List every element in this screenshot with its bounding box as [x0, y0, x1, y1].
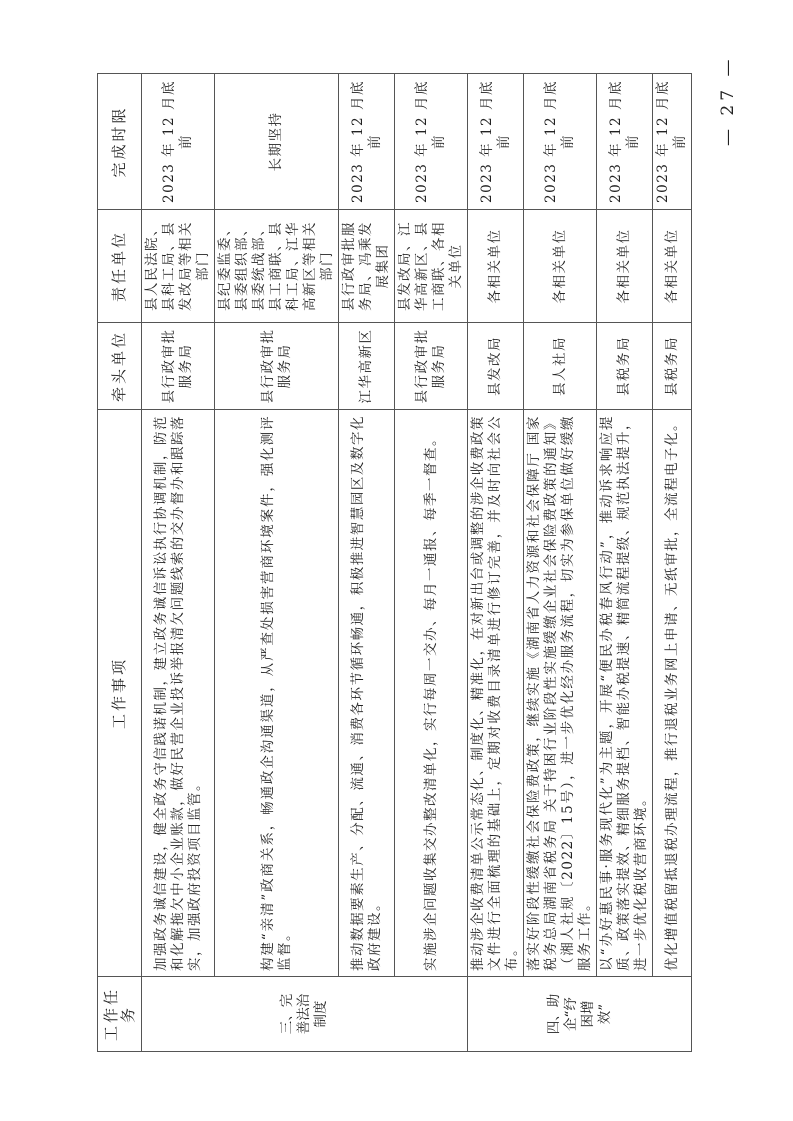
table-row — [597, 74, 653, 1052]
lead-cell: 县人社局 — [524, 323, 597, 410]
table-row — [395, 74, 468, 1052]
page-number: — 27 — — [718, 55, 738, 146]
deadline-cell: 2023 年 12 月底前 — [524, 74, 597, 210]
table-row — [653, 74, 692, 1052]
lead-cell: 县税务局 — [597, 323, 653, 410]
deadline-cell: 2023 年 12 月底前 — [339, 74, 395, 210]
resp-cell: 县纪委监委、县委组织部、县委统战部、县工商联、县科工局、江华高新区等相关部门 — [215, 210, 339, 323]
header-task: 工作任务 — [98, 977, 142, 1052]
resp-cell: 各相关单位 — [524, 210, 597, 323]
table-row — [215, 74, 339, 1052]
resp-cell: 各相关单位 — [597, 210, 653, 323]
deadline-cell: 长期坚持 — [215, 74, 339, 210]
item-cell: 实施涉企问题收集交办整改清单化，实行每周一交办、每月一通报、每季一督查。 — [395, 410, 468, 977]
lead-cell: 县行政审批服务局 — [395, 323, 468, 410]
task-cell: 三、完善法治制度 — [142, 977, 468, 1052]
lead-cell: 县税务局 — [653, 323, 692, 410]
item-cell: 优化增值税留抵退税办理流程，推行退税业务网上申请、无纸审批，全流程电子化。 — [653, 410, 692, 977]
item-cell: 以“办好惠民事·服务现代化”为主题，开展“便民办税春风行动”，推动诉求响应提质、政策落实提效、精细服务提档、智能办税提速、精简流程提级、规范执法提升，进一步优化税收营商环境。 — [597, 410, 653, 977]
header-deadline: 完成时限 — [98, 74, 142, 210]
deadline-cell: 2023 年 12 月底前 — [395, 74, 468, 210]
header-resp: 责任单位 — [98, 210, 142, 323]
table-row — [524, 74, 597, 1052]
item-cell: 落实好阶段性缓缴社会保险费政策，继续实施《湖南省人力资源和社会保障厅 国家税务总局湖南省税务局 关于特困行业阶段性实施缓缴企业社会保险费政策的通知》（湘人社规〔2022〕15号），进一步优化经办服务流程，切实为参保单位做好缓缴服务工作。 — [524, 410, 597, 977]
item-cell: 推动涉企收费清单公示常态化、制度化、精准化，在对新出台或调整的涉企收费政策文件进行全面梳理的基础上，定期对收费目录清单进行修订完善，并及时向社会公布。 — [468, 410, 524, 977]
lead-cell: 县行政审批服务局 — [142, 323, 215, 410]
item-cell: 推动数据要素生产、分配、流通、消费各环节循环畅通，积极推进智慧园区及数字化政府建设。 — [339, 410, 395, 977]
task-cell: 四、助企“纾困增效” — [468, 977, 692, 1052]
header-lead: 牵头单位 — [98, 323, 142, 410]
item-cell: 构建“亲清”政商关系，畅通政企沟通渠道，从严查处损害营商环境案件，强化测评监督。 — [215, 410, 339, 977]
table-row — [468, 74, 524, 1052]
table-row — [339, 74, 395, 1052]
resp-cell: 县行政审批服务局、冯乘发展集团 — [339, 210, 395, 323]
item-cell: 加强政务诚信建设，健全政务守信践诺机制，建立政务诚信诉讼执行协调机制，防范和化解拖欠中小企业账款，做好民营企业投诉举报清欠问题线索的交办督办和跟踪落实，加强政府投资项目监管。 — [142, 410, 215, 977]
deadline-cell: 2023 年 12 月底前 — [653, 74, 692, 210]
lead-cell: 县发改局 — [468, 323, 524, 410]
lead-cell: 县行政审批服务局 — [215, 323, 339, 410]
resp-cell: 各相关单位 — [653, 210, 692, 323]
header-item: 工作事项 — [98, 410, 142, 977]
resp-cell: 县人民法院、县科工局、县发改局等相关部门 — [142, 210, 215, 323]
resp-cell: 各相关单位 — [468, 210, 524, 323]
deadline-cell: 2023 年 12 月底前 — [597, 74, 653, 210]
lead-cell: 江华高新区 — [339, 323, 395, 410]
deadline-cell: 2023 年 12 月底前 — [142, 74, 215, 210]
deadline-cell: 2023 年 12 月底前 — [468, 74, 524, 210]
resp-cell: 县发改局、江华高新区、县工商联、各相关单位 — [395, 210, 468, 323]
table-header-row — [98, 74, 142, 1052]
work-task-table — [97, 73, 692, 1052]
table-row — [142, 74, 215, 1052]
